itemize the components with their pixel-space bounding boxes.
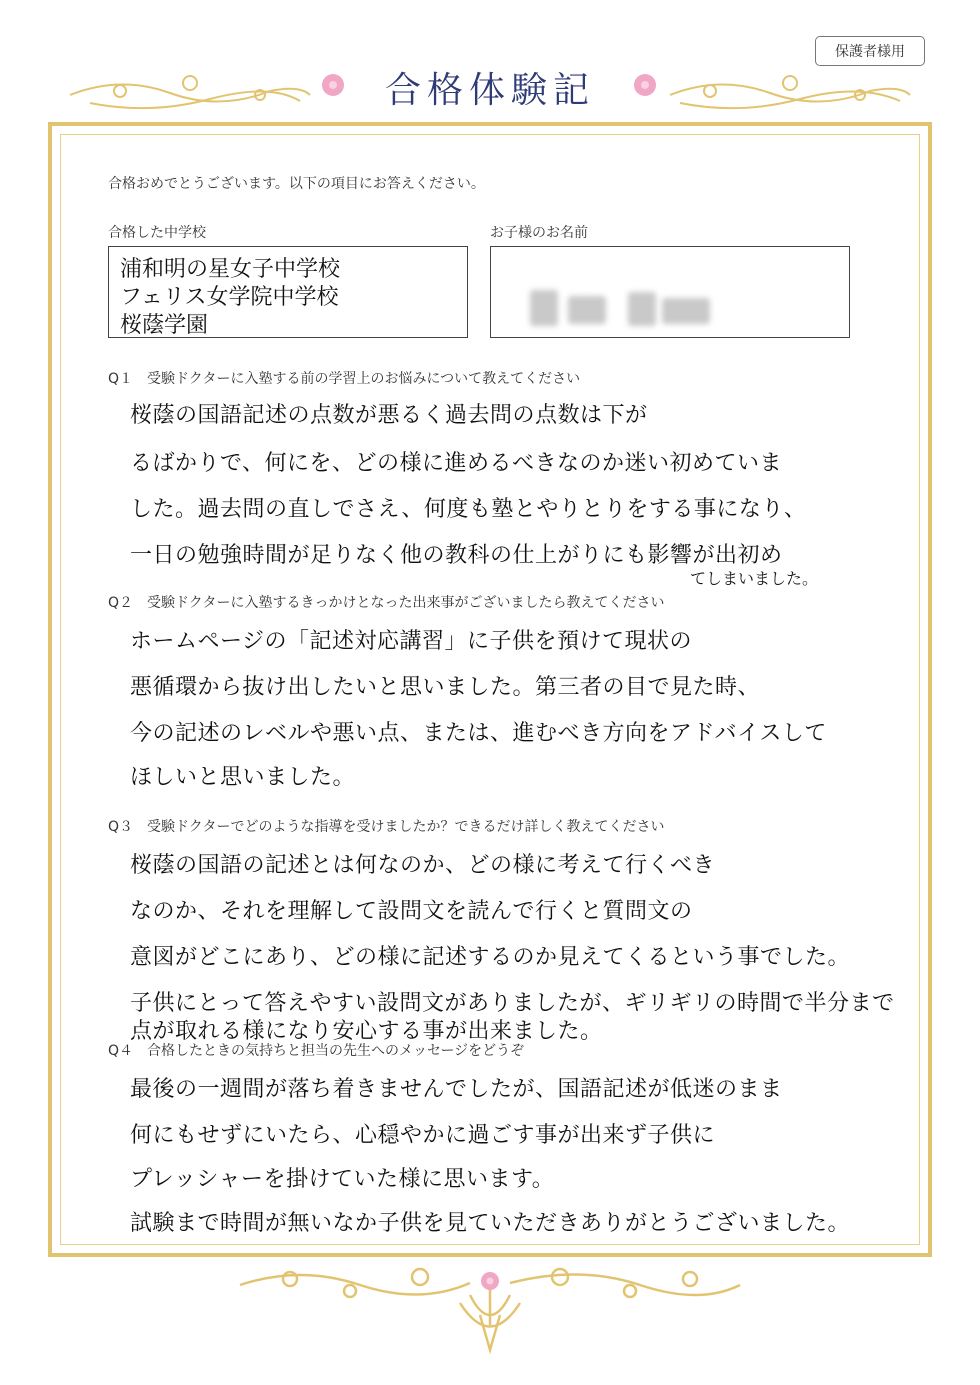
q4-answer-line: プレッシャーを掛けていた様に思います。 bbox=[130, 1167, 555, 1192]
redacted-name bbox=[568, 296, 606, 324]
q1-answer-line: るばかりで、何にを、どの様に進めるべきなのか迷い初めていま bbox=[130, 451, 783, 476]
q3-answer-line: 意図がどこにあり、どの様に記述するのか見えてくるという事でした。 bbox=[130, 945, 851, 970]
q4-prompt: Q４ 合格したときの気持ちと担当の先生へのメッセージをどうぞ bbox=[108, 1043, 525, 1059]
q4-answer-line: 最後の一週間が落ち着きませんでしたが、国語記述が低迷のまま bbox=[130, 1077, 783, 1102]
q2-prompt: Q２ 受験ドクターに入塾するきっかけとなった出来事がございましたら教えてください bbox=[108, 595, 665, 611]
redacted-name bbox=[628, 292, 656, 326]
q3-answer-line: なのか、それを理解して設問文を読んで行くと質問文の bbox=[130, 899, 693, 924]
q1-answer-line: した。過去問の直しでさえ、何度も塾とやりとりをする事になり、 bbox=[130, 497, 807, 522]
page-title: 合格体験記 bbox=[384, 70, 595, 111]
q2-answer-line: 悪循環から抜け出したいと思いました。第三者の目で見た時、 bbox=[130, 675, 761, 700]
right-flower-icon bbox=[634, 74, 656, 96]
redacted-name bbox=[530, 290, 558, 326]
q3-answer-line: 点が取れる様になり安心する事が出来ました。 bbox=[130, 1019, 603, 1044]
q2-answer-line: 今の記述のレベルや悪い点、または、進むべき方向をアドバイスして bbox=[130, 721, 827, 746]
left-flower-icon bbox=[322, 74, 344, 96]
redacted-name bbox=[662, 298, 710, 324]
school-line: 桜蔭学園 bbox=[120, 313, 209, 338]
q3-prompt: Q３ 受験ドクターでどのような指導を受けましたか？できるだけ詳しく教えてください bbox=[108, 819, 665, 835]
footer-ornament bbox=[200, 1255, 780, 1365]
q4-answer-line: 何にもせずにいたら、心穏やかに過ごす事が出来ず子供に bbox=[130, 1123, 716, 1148]
school-line: フェリス女学院中学校 bbox=[120, 285, 339, 310]
q2-answer-line: ほしいと思いました。 bbox=[130, 765, 356, 790]
q1-prompt: Q１ 受験ドクターに入塾する前の学習上のお悩みについて教えてください bbox=[108, 371, 581, 387]
q4-answer-line: 試験まで時間が無いなか子供を見ていただきありがとうございました。 bbox=[130, 1211, 851, 1236]
footer-flower-icon bbox=[481, 1272, 499, 1290]
q3-answer-line: 桜蔭の国語の記述とは何なのか、どの様に考えて行くべき bbox=[130, 853, 716, 878]
audience-badge: 保護者様用 bbox=[815, 36, 925, 66]
q1-answer-tail: てしまいました。 bbox=[690, 569, 819, 588]
intro-text: 合格おめでとうございます。以下の項目にお答えください。 bbox=[108, 176, 485, 192]
child-name-label: お子様のお名前 bbox=[490, 225, 588, 241]
school-label: 合格した中学校 bbox=[108, 225, 206, 241]
q1-answer-line: 一日の勉強時間が足りなく他の教科の仕上がりにも影響が出初め bbox=[130, 543, 783, 568]
q3-answer-line: 子供にとって答えやすい設問文がありましたが、ギリギリの時間で半分まで bbox=[130, 991, 895, 1016]
school-line: 浦和明の星女子中学校 bbox=[120, 257, 341, 282]
q1-answer-line: 桜蔭の国語記述の点数が悪るく過去問の点数は下が bbox=[130, 403, 648, 428]
q2-answer-line: ホームページの「記述対応講習」に子供を預けて現状の bbox=[130, 629, 693, 654]
